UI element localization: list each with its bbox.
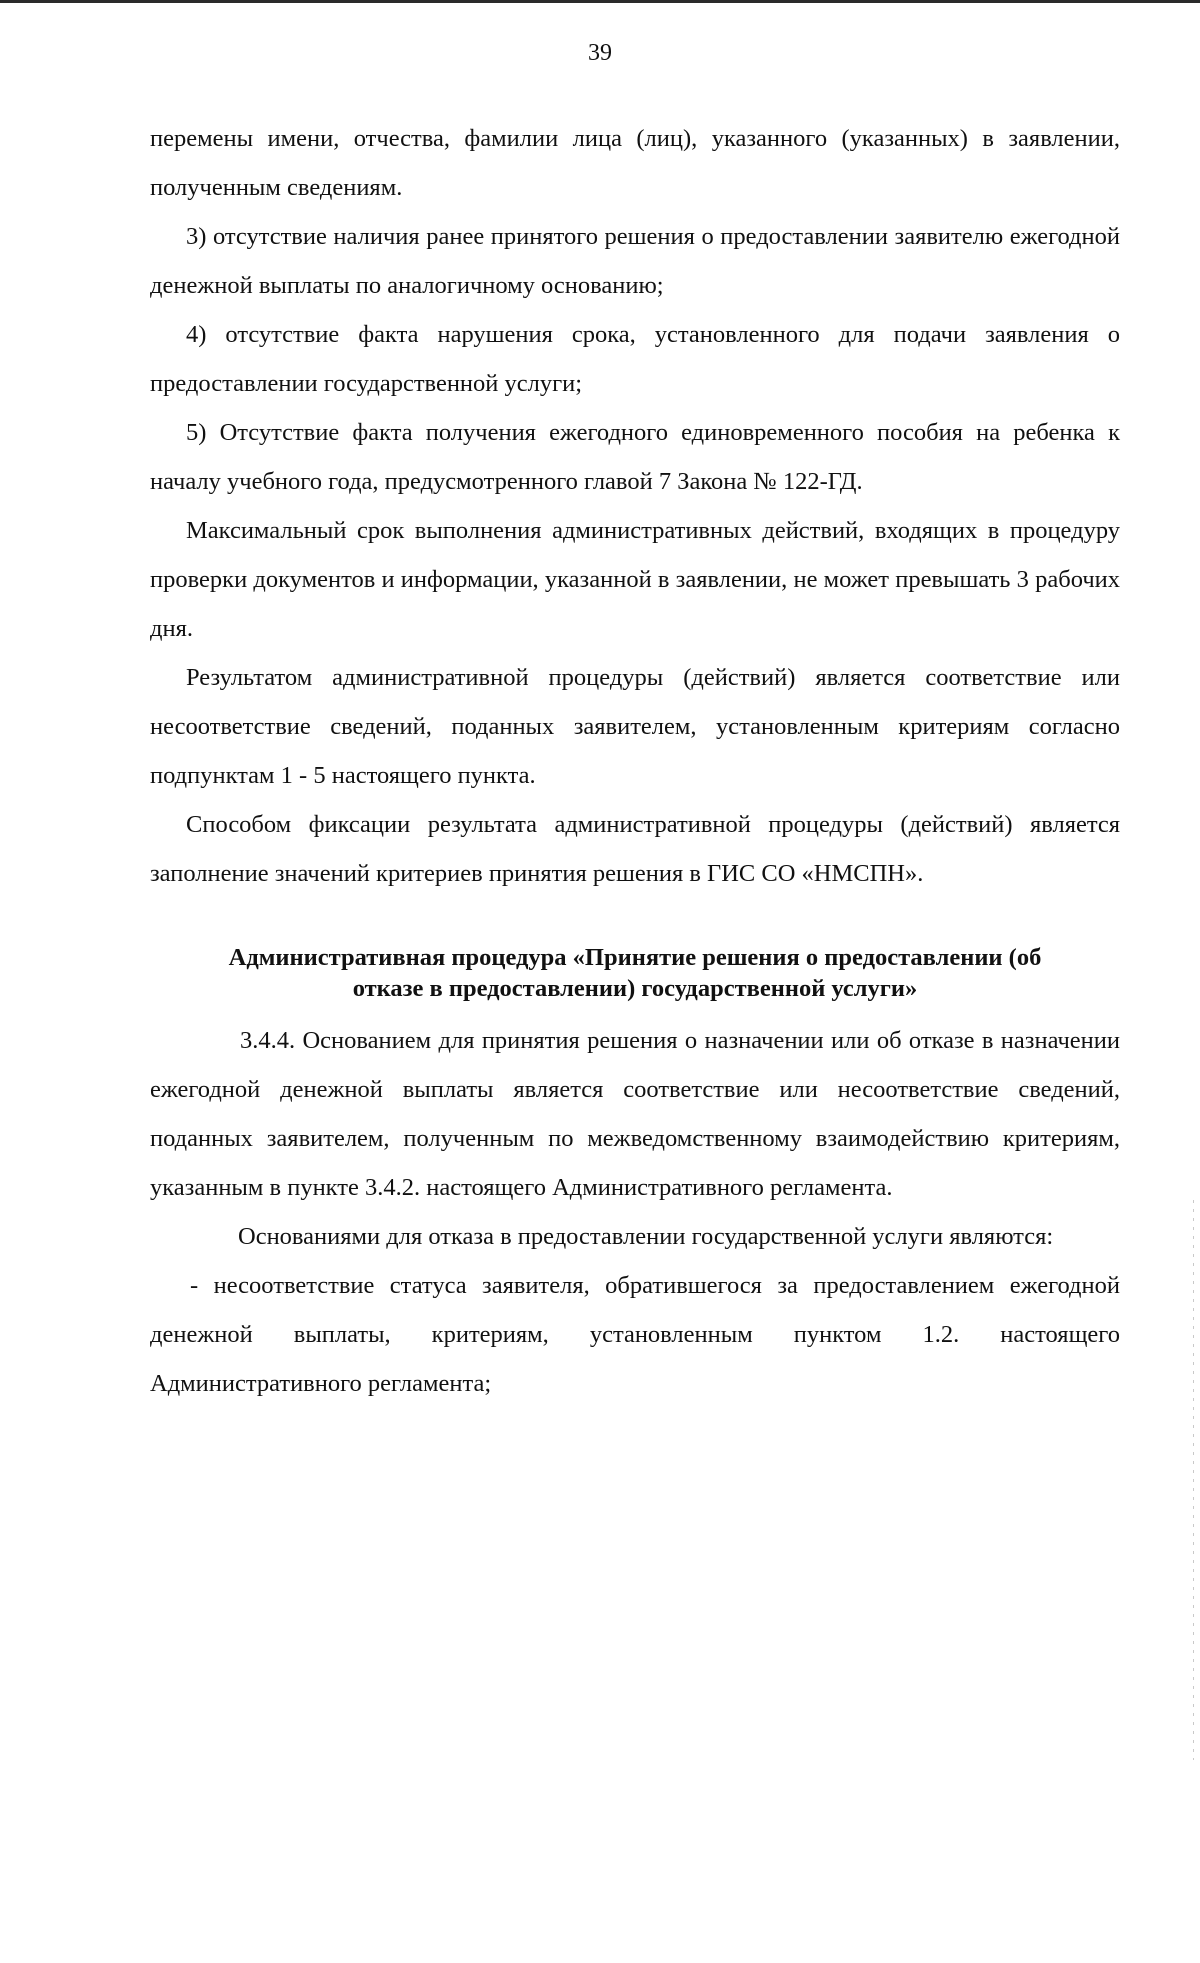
paragraph-refusal-grounds: Основаниями для отказа в предоставлении государственной услуги являются:	[238, 1223, 1054, 1250]
list-item-refusal-status: - несоответствие статуса заявителя, обратившегося за предоставлением ежегодной денежной выплаты, критериям, установленным пунктом 1.2. настоящего Административного регламента;	[150, 1272, 1120, 1397]
paragraph-fixation: Способом фиксации результата административной процедуры (действий) является заполнение значений критериев принятия решения в ГИС СО «НМСПН».	[150, 811, 1120, 887]
paragraph-item-4: 4) отсутствие факта нарушения срока, установленного для подачи заявления о предоставлении государственной услуги;	[150, 321, 1120, 397]
paragraph-item-5: 5) Отсутствие факта получения ежегодного единовременного пособия на ребенка к началу учебного года, предусмотренного главой 7 Закона № 122-ГД.	[150, 419, 1120, 495]
paragraph-3-4-4: 3.4.4. Основанием для принятия решения о назначении или об отказе в назначении ежегодной денежной выплаты является соответствие или несоответствие сведений, поданных заявителем, полученным по межведомственному взаимодействию критериям, указанным в пункте 3.4.2. настоящего Административного регламента.	[150, 1027, 1120, 1201]
document-body	[150, 114, 1120, 1408]
scan-artifact-edge	[1193, 1200, 1194, 1760]
page-number: 39	[588, 40, 612, 66]
section-heading-line-1: Административная процедура «Принятие решения о предоставлении (об	[228, 944, 1042, 971]
paragraph-continuation: перемены имени, отчества, фамилии лица (лиц), указанного (указанных) в заявлении, полученным сведениям.	[150, 125, 1120, 201]
paragraph-result: Результатом административной процедуры (действий) является соответствие или несоответствие сведений, поданных заявителем, установленным критериям согласно подпунктам 1 - 5 настоящего пункта.	[150, 664, 1120, 789]
paragraph-max-term: Максимальный срок выполнения административных действий, входящих в процедуру проверки документов и информации, указанной в заявлении, не может превышать 3 рабочих дня.	[150, 517, 1120, 642]
section-heading-line-2: отказе в предоставлении) государственной услуги»	[352, 975, 918, 1002]
page-top-border	[0, 0, 1200, 3]
section-heading	[150, 942, 1120, 1004]
paragraph-item-3: 3) отсутствие наличия ранее принятого решения о предоставлении заявителю ежегодной денежной выплаты по аналогичному основанию;	[150, 223, 1120, 299]
